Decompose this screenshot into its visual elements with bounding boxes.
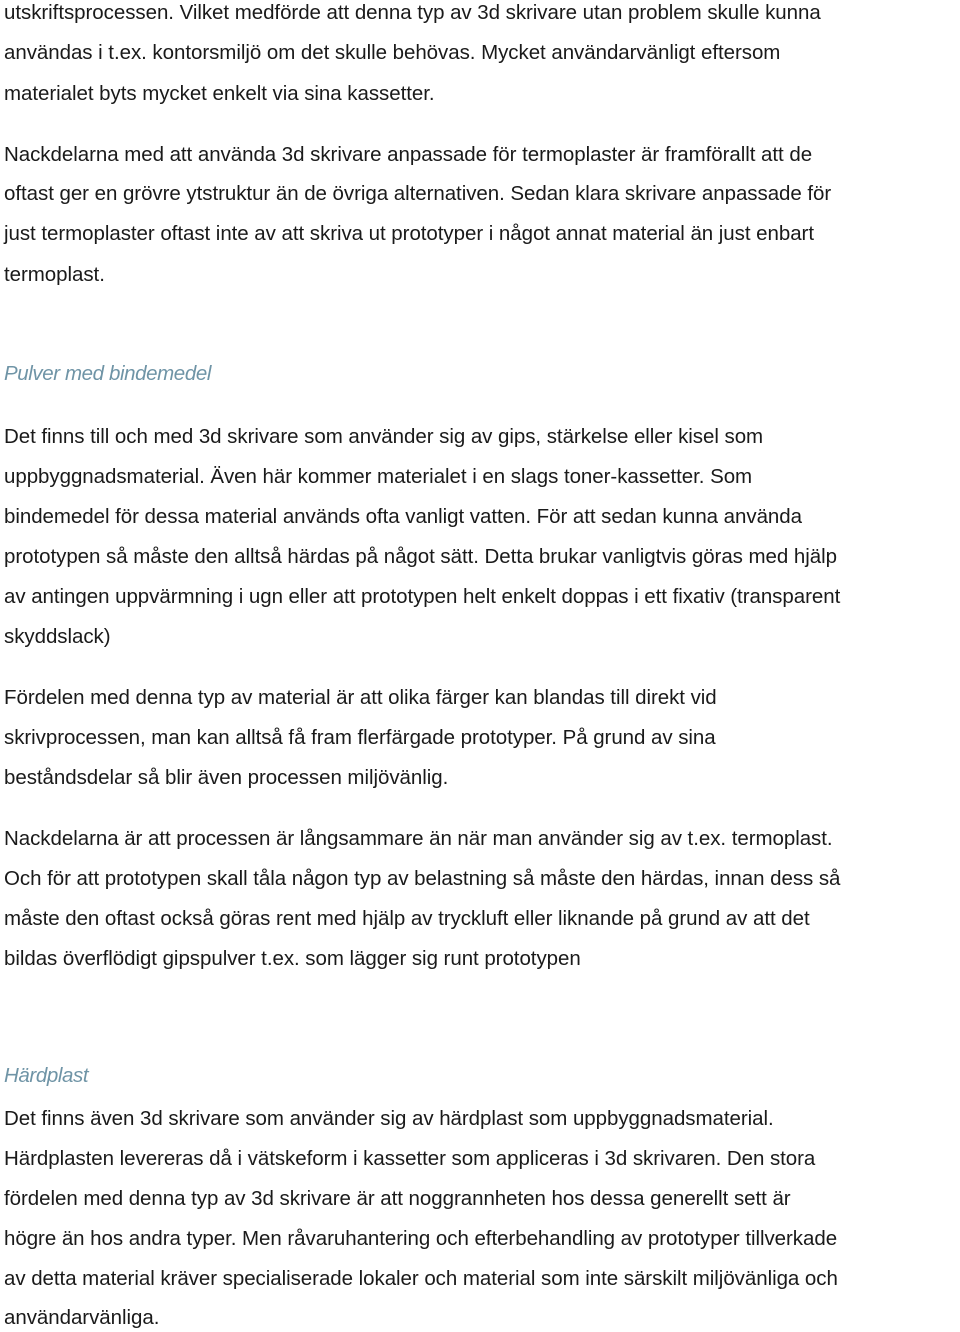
text-line: Nackdelarna med att använda 3d skrivare anpassade för termoplaster är framförallt att de [4,143,813,166]
text-line: materialet byts mycket enkelt via sina kassetter. [4,82,435,105]
text-line: Det finns till och med 3d skrivare som använder sig av gips, stärkelse eller kisel som [4,425,764,448]
text-line: uppbyggnadsmaterial. Även här kommer materialet i en slags toner-kassetter. Som [4,465,753,488]
text-line: just termoplaster oftast inte av att skriva ut prototyper i något annat material än just enbart [4,222,814,245]
text-line: skyddslack) [4,625,111,648]
text-line: oftast ger en grövre ytstruktur än de övriga alternativen. Sedan klara skrivare anpassade för [4,182,832,205]
section-heading: Pulver med bindemedel [4,362,211,385]
text-line: Nackdelarna är att processen är långsammare än när man använder sig av t.ex. termoplast. [4,827,833,850]
text-line: Fördelen med denna typ av material är att olika färger kan blandas till direkt vid [4,686,717,709]
text-line: prototypen så måste den alltså härdas på något sätt. Detta brukar vanligtvis göras med hjälp [4,545,837,568]
text-line: skrivprocessen, man kan alltså få fram flerfärgade prototyper. På grund av sina [4,726,716,749]
text-line: högre än hos andra typer. Men råvaruhantering och efterbehandling av prototyper tillverkade [4,1227,838,1250]
text-line: utskriftsprocessen. Vilket medförde att denna typ av 3d skrivare utan problem skulle kunna [4,1,821,24]
text-line: av detta material kräver specialiserade lokaler och material som inte särskilt miljövänliga och [4,1267,838,1290]
text-line: Härdplasten levereras då i vätskeform i kassetter som appliceras i 3d skrivaren. Den stora [4,1147,816,1170]
text-line: fördelen med denna typ av 3d skrivare är att noggrannheten hos dessa generellt sett är [4,1187,791,1210]
text-line: bindemedel för dessa material används ofta vanligt vatten. För att sedan kunna använda [4,505,802,528]
text-line: Och för att prototypen skall tåla någon typ av belastning så måste den härdas, innan dess så [4,867,841,890]
text-line: beståndsdelar så blir även processen miljövänlig. [4,766,449,789]
text-line: användarvänliga. [4,1306,160,1329]
text-line: måste den oftast också göras rent med hjälp av tryckluft eller liknande på grund av att det [4,907,810,930]
text-line: Det finns även 3d skrivare som använder sig av härdplast som uppbyggnadsmaterial. [4,1107,774,1130]
text-line: bildas överflödigt gipspulver t.ex. som lägger sig runt prototypen [4,947,581,970]
text-line: användas i t.ex. kontorsmiljö om det skulle behövas. Mycket användarvänligt eftersom [4,41,781,64]
section-heading: Härdplast [4,1064,89,1087]
text-line: av antingen uppvärmning i ugn eller att prototypen helt enkelt doppas i ett fixativ (transparent [4,585,841,608]
text-line: termoplast. [4,263,105,286]
